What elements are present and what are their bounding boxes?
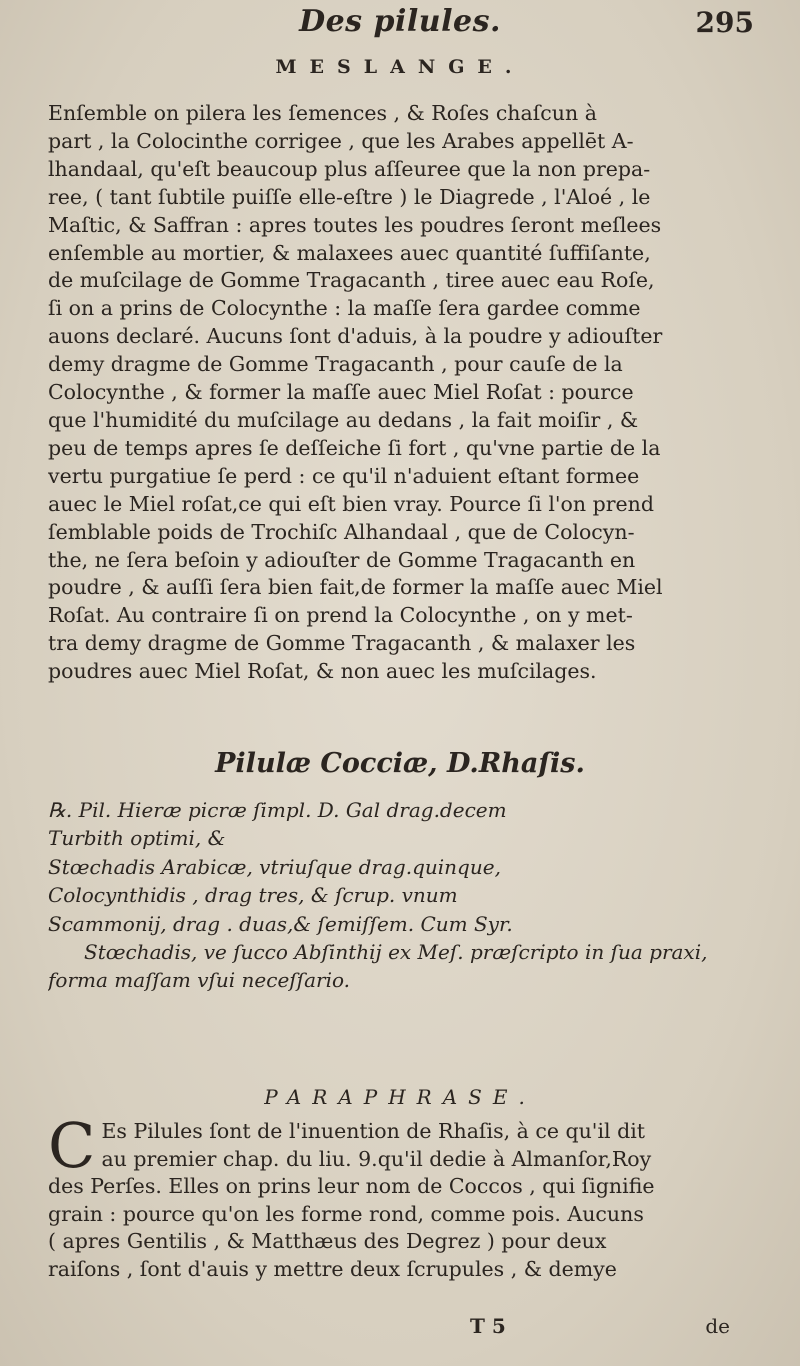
paragraph-line: vertu purgatiue ſe perd : ce qu'il n'aduient eſtant formee: [48, 463, 640, 488]
paragraph-line: ſemblable poids de Trochiſc Alhandaal , que de Colocyn-: [48, 519, 635, 544]
paragraph-line: peu de temps apres ſe deſſeiche ſi fort , qu'vne partie de la: [48, 435, 661, 460]
paragraph-line: auons declaré. Aucuns ſont d'aduis, à la poudre y adiouſter: [48, 324, 663, 349]
paragraph-line: ſi on a prins de Colocynthe : la maſſe ſera gardee comme: [48, 296, 641, 321]
recipe-block: [48, 796, 762, 995]
paraphrase-line: ( apres Gentilis , & Matthæus des Degrez ) pour deux: [48, 1229, 607, 1253]
recipe-line: forma maſſam vſui neceſſario.: [48, 968, 351, 993]
paragraph-line: poudre , & auſſi ſera bien fait,de former la maſſe auec Miel: [48, 575, 663, 600]
paragraph-line: poudres auec Miel Roſat, & non auec les muſcilages.: [48, 659, 597, 684]
paragraph-line: de muſcilage de Gomme Tragacanth , tiree auec eau Roſe,: [48, 268, 655, 293]
drop-cap: C: [48, 1109, 96, 1182]
paraphrase-line: raiſons , ſont d'auis y mettre deux ſcrupules , & demye: [48, 1256, 617, 1281]
paraphrase-line: grain : pource qu'on les forme rond, comme pois. Aucuns: [48, 1201, 644, 1226]
paragraph-line: Roſat. Au contraire ſi on prend la Colocynthe , on y met-: [48, 603, 633, 628]
page-header: [30, 4, 770, 38]
paragraph-line: auec le Miel roſat,ce qui eſt bien vray. Pource ſi l'on prend: [48, 491, 654, 516]
main-paragraph: [48, 100, 762, 686]
recipe-line: Stœchadis, ve ſucco Abſinthij ex Meſ. præſcripto in ſua praxi,: [84, 940, 708, 965]
signature-mark: T 5: [470, 1314, 506, 1338]
paragraph-line: part , la Colocinthe corrigee , que les Arabes appellēt A-: [48, 128, 634, 153]
paragraph-line: tra demy dragme de Gomme Tragacanth , & malaxer les: [48, 631, 636, 656]
recipe-line: Stœchadis Arabicæ, vtriuſque drag.quinque,: [48, 854, 501, 879]
section-title: MESLANGE.: [275, 56, 525, 78]
paragraph-line: que l'humidité du muſcilage au dedans , la fait moiſir , &: [48, 407, 639, 432]
paraphrase-line: Es Pilules ſont de l'inuention de Rhaſis, à ce qu'il dit: [101, 1119, 645, 1143]
paragraph-line: ree, ( tant ſubtile puiſſe elle-eſtre ) le Diagrede , l'Aloé , le: [48, 184, 651, 209]
paraphrase-line: au premier chap. du liu. 9.qu'il dedie à Almanſor,Roy: [101, 1146, 652, 1171]
paragraph-line: the, ne ſera beſoin y adiouſter de Gomme Tragacanth en: [48, 547, 636, 572]
recipe-line: Scammonij, drag . duas,& ſemiſſem. Cum Syr.: [48, 911, 513, 936]
recipe-line: ℞. Pil. Hieræ picræ ſimpl. D. Gal drag.decem: [48, 798, 507, 822]
paragraph-line: lhandaal, qu'eſt beaucoup plus aſſeuree que la non prepa-: [48, 156, 651, 181]
recipe-line: Colocynthidis , drag tres, & ſcrup. vnum: [48, 883, 458, 908]
paragraph-line: enſemble au mortier, & malaxees auec quantité ſuffiſante,: [48, 240, 651, 265]
catchword: de: [705, 1314, 730, 1338]
paraphrase-line: des Perſes. Elles on prins leur nom de Coccos , qui ſignifie: [48, 1174, 655, 1198]
recipe-title: Pilulæ Cocciæ, D.Rhaſis.: [215, 748, 585, 779]
paragraph-line: Enſemble on pilera les ſemences , & Roſes chaſcun à: [48, 101, 597, 125]
paragraph-line: Maſtic, & Saffran : apres toutes les poudres ſeront meſlees: [48, 212, 662, 237]
paraphrase-title: PARAPHRASE.: [264, 1085, 536, 1109]
paraphrase-paragraph: [48, 1109, 762, 1283]
page-number: 295: [695, 6, 754, 39]
recipe-line: Turbith optimi, &: [48, 826, 226, 851]
paragraph-line: demy dragme de Gomme Tragacanth , pour cauſe de la: [48, 352, 623, 377]
running-title: Des pilules.: [299, 4, 501, 39]
paragraph-line: Colocynthe , & former la maſſe auec Miel Roſat : pource: [48, 380, 634, 405]
